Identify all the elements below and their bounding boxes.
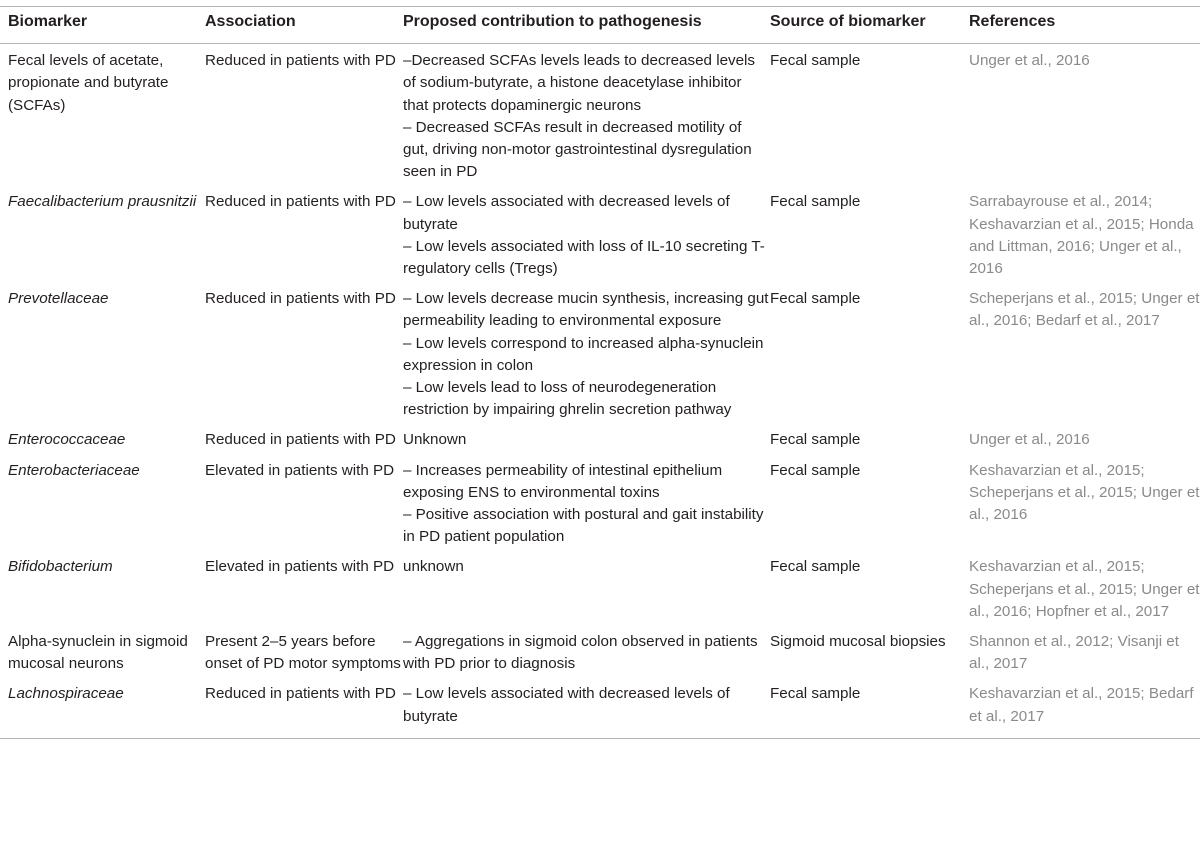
table-bottom-rule — [0, 738, 1200, 739]
cell-association: Elevated in patients with PD — [205, 558, 395, 576]
table-row — [0, 454, 1200, 551]
cell-references[interactable]: Shannon et al., 2012; Visanji et al., 2017 — [969, 633, 1179, 673]
cell-biomarker: Bifidobacterium — [8, 558, 113, 576]
cell-source: Fecal sample — [770, 558, 861, 576]
cell-association: Reduced in patients with PD — [205, 290, 396, 308]
cell-association: Reduced in patients with PD — [205, 52, 396, 70]
table-row — [0, 625, 1200, 677]
contribution-line: – Decreased SCFAs result in decreased motility of gut, driving non-motor gastrointestinal dysregulation seen in PD — [403, 118, 752, 181]
table-row — [0, 423, 1200, 453]
cell-contribution — [403, 50, 770, 183]
cell-biomarker: Fecal levels of acetate, propionate and butyrate (SCFAs) — [8, 52, 169, 114]
cell-biomarker: Lachnospiraceae — [8, 685, 124, 703]
table-row — [0, 185, 1200, 282]
contribution-line: – Low levels correspond to increased alpha-synuclein expression in colon — [403, 334, 764, 374]
cell-references[interactable]: Unger et al., 2016 — [969, 52, 1090, 70]
cell-contribution — [403, 631, 770, 675]
cell-contribution — [403, 191, 770, 280]
header-association: Association — [205, 13, 296, 30]
cell-biomarker: Faecalibacterium prausnitzii — [8, 193, 197, 211]
cell-source: Fecal sample — [770, 431, 861, 449]
contribution-line: – Low levels associated with decreased levels of butyrate — [403, 193, 730, 233]
header-contribution: Proposed contribution to pathogenesis — [403, 13, 702, 30]
cell-association: Reduced in patients with PD — [205, 431, 396, 449]
cell-source: Fecal sample — [770, 52, 861, 70]
cell-biomarker: Enterobacteriaceae — [8, 461, 140, 479]
contribution-line: – Low levels associated with decreased levels of butyrate — [403, 685, 730, 725]
cell-source: Sigmoid mucosal biopsies — [770, 633, 946, 651]
table-row — [0, 550, 1200, 625]
cell-contribution — [403, 429, 770, 451]
cell-references[interactable]: Scheperjans et al., 2015; Unger et al., 2016; Bedarf et al., 2017 — [969, 290, 1200, 330]
contribution-line: Unknown — [403, 431, 467, 449]
table-header-row — [0, 7, 1200, 43]
header-source: Source of biomarker — [770, 13, 926, 30]
table-row — [0, 282, 1200, 423]
cell-references[interactable]: Unger et al., 2016 — [969, 431, 1090, 449]
contribution-line: – Low levels decrease mucin synthesis, increasing gut permeability leading to environmental exposure — [403, 290, 769, 330]
cell-source: Fecal sample — [770, 290, 861, 308]
cell-references[interactable]: Keshavarzian et al., 2015; Scheperjans et al., 2015; Unger et al., 2016 — [969, 461, 1200, 524]
cell-contribution — [403, 683, 770, 727]
contribution-line: – Low levels associated with loss of IL-10 secreting T-regulatory cells (Tregs) — [403, 237, 765, 278]
cell-biomarker: Enterococcaceae — [8, 431, 126, 449]
cell-association: Reduced in patients with PD — [205, 685, 396, 703]
table-row — [0, 677, 1200, 729]
cell-biomarker: Prevotellaceae — [8, 290, 109, 308]
cell-association: Elevated in patients with PD — [205, 461, 395, 479]
cell-association: Present 2–5 years before onset of PD motor symptoms — [205, 633, 401, 673]
contribution-line: –Decreased SCFAs levels leads to decreased levels of sodium-butyrate, a histone deacetylase inhibitor that protects dopaminergic neurons — [403, 52, 756, 114]
cell-contribution — [403, 556, 770, 623]
cell-source: Fecal sample — [770, 193, 861, 211]
cell-contribution — [403, 288, 770, 421]
cell-contribution — [403, 460, 770, 549]
cell-references[interactable]: Keshavarzian et al., 2015; Bedarf et al., 2017 — [969, 685, 1194, 725]
cell-biomarker: Alpha-synuclein in sigmoid mucosal neurons — [8, 633, 188, 673]
contribution-line: – Low levels lead to loss of neurodegeneration restriction by impairing ghrelin secretion pathway — [403, 379, 732, 419]
cell-association: Reduced in patients with PD — [205, 193, 396, 211]
header-references: References — [969, 13, 1056, 30]
header-biomarker: Biomarker — [8, 13, 88, 30]
table-row — [0, 44, 1200, 185]
contribution-line: unknown — [403, 558, 464, 576]
cell-references[interactable]: Sarrabayrouse et al., 2014; Keshavarzian et al., 2015; Honda and Littman, 2016; Unger et al., 2016 — [969, 193, 1194, 278]
cell-source: Fecal sample — [770, 685, 861, 703]
contribution-line: – Increases permeability of intestinal epithelium exposing ENS to environmental toxins — [403, 461, 723, 501]
cell-source: Fecal sample — [770, 461, 861, 479]
contribution-line: – Aggregations in sigmoid colon observed in patients with PD prior to diagnosis — [403, 633, 758, 673]
cell-references[interactable]: Keshavarzian et al., 2015; Scheperjans et al., 2015; Unger et al., 2016; Hopfner et al., 2017 — [969, 558, 1200, 620]
biomarker-table — [0, 6, 1200, 739]
contribution-line: – Positive association with postural and gait instability in PD patient population — [403, 506, 764, 546]
